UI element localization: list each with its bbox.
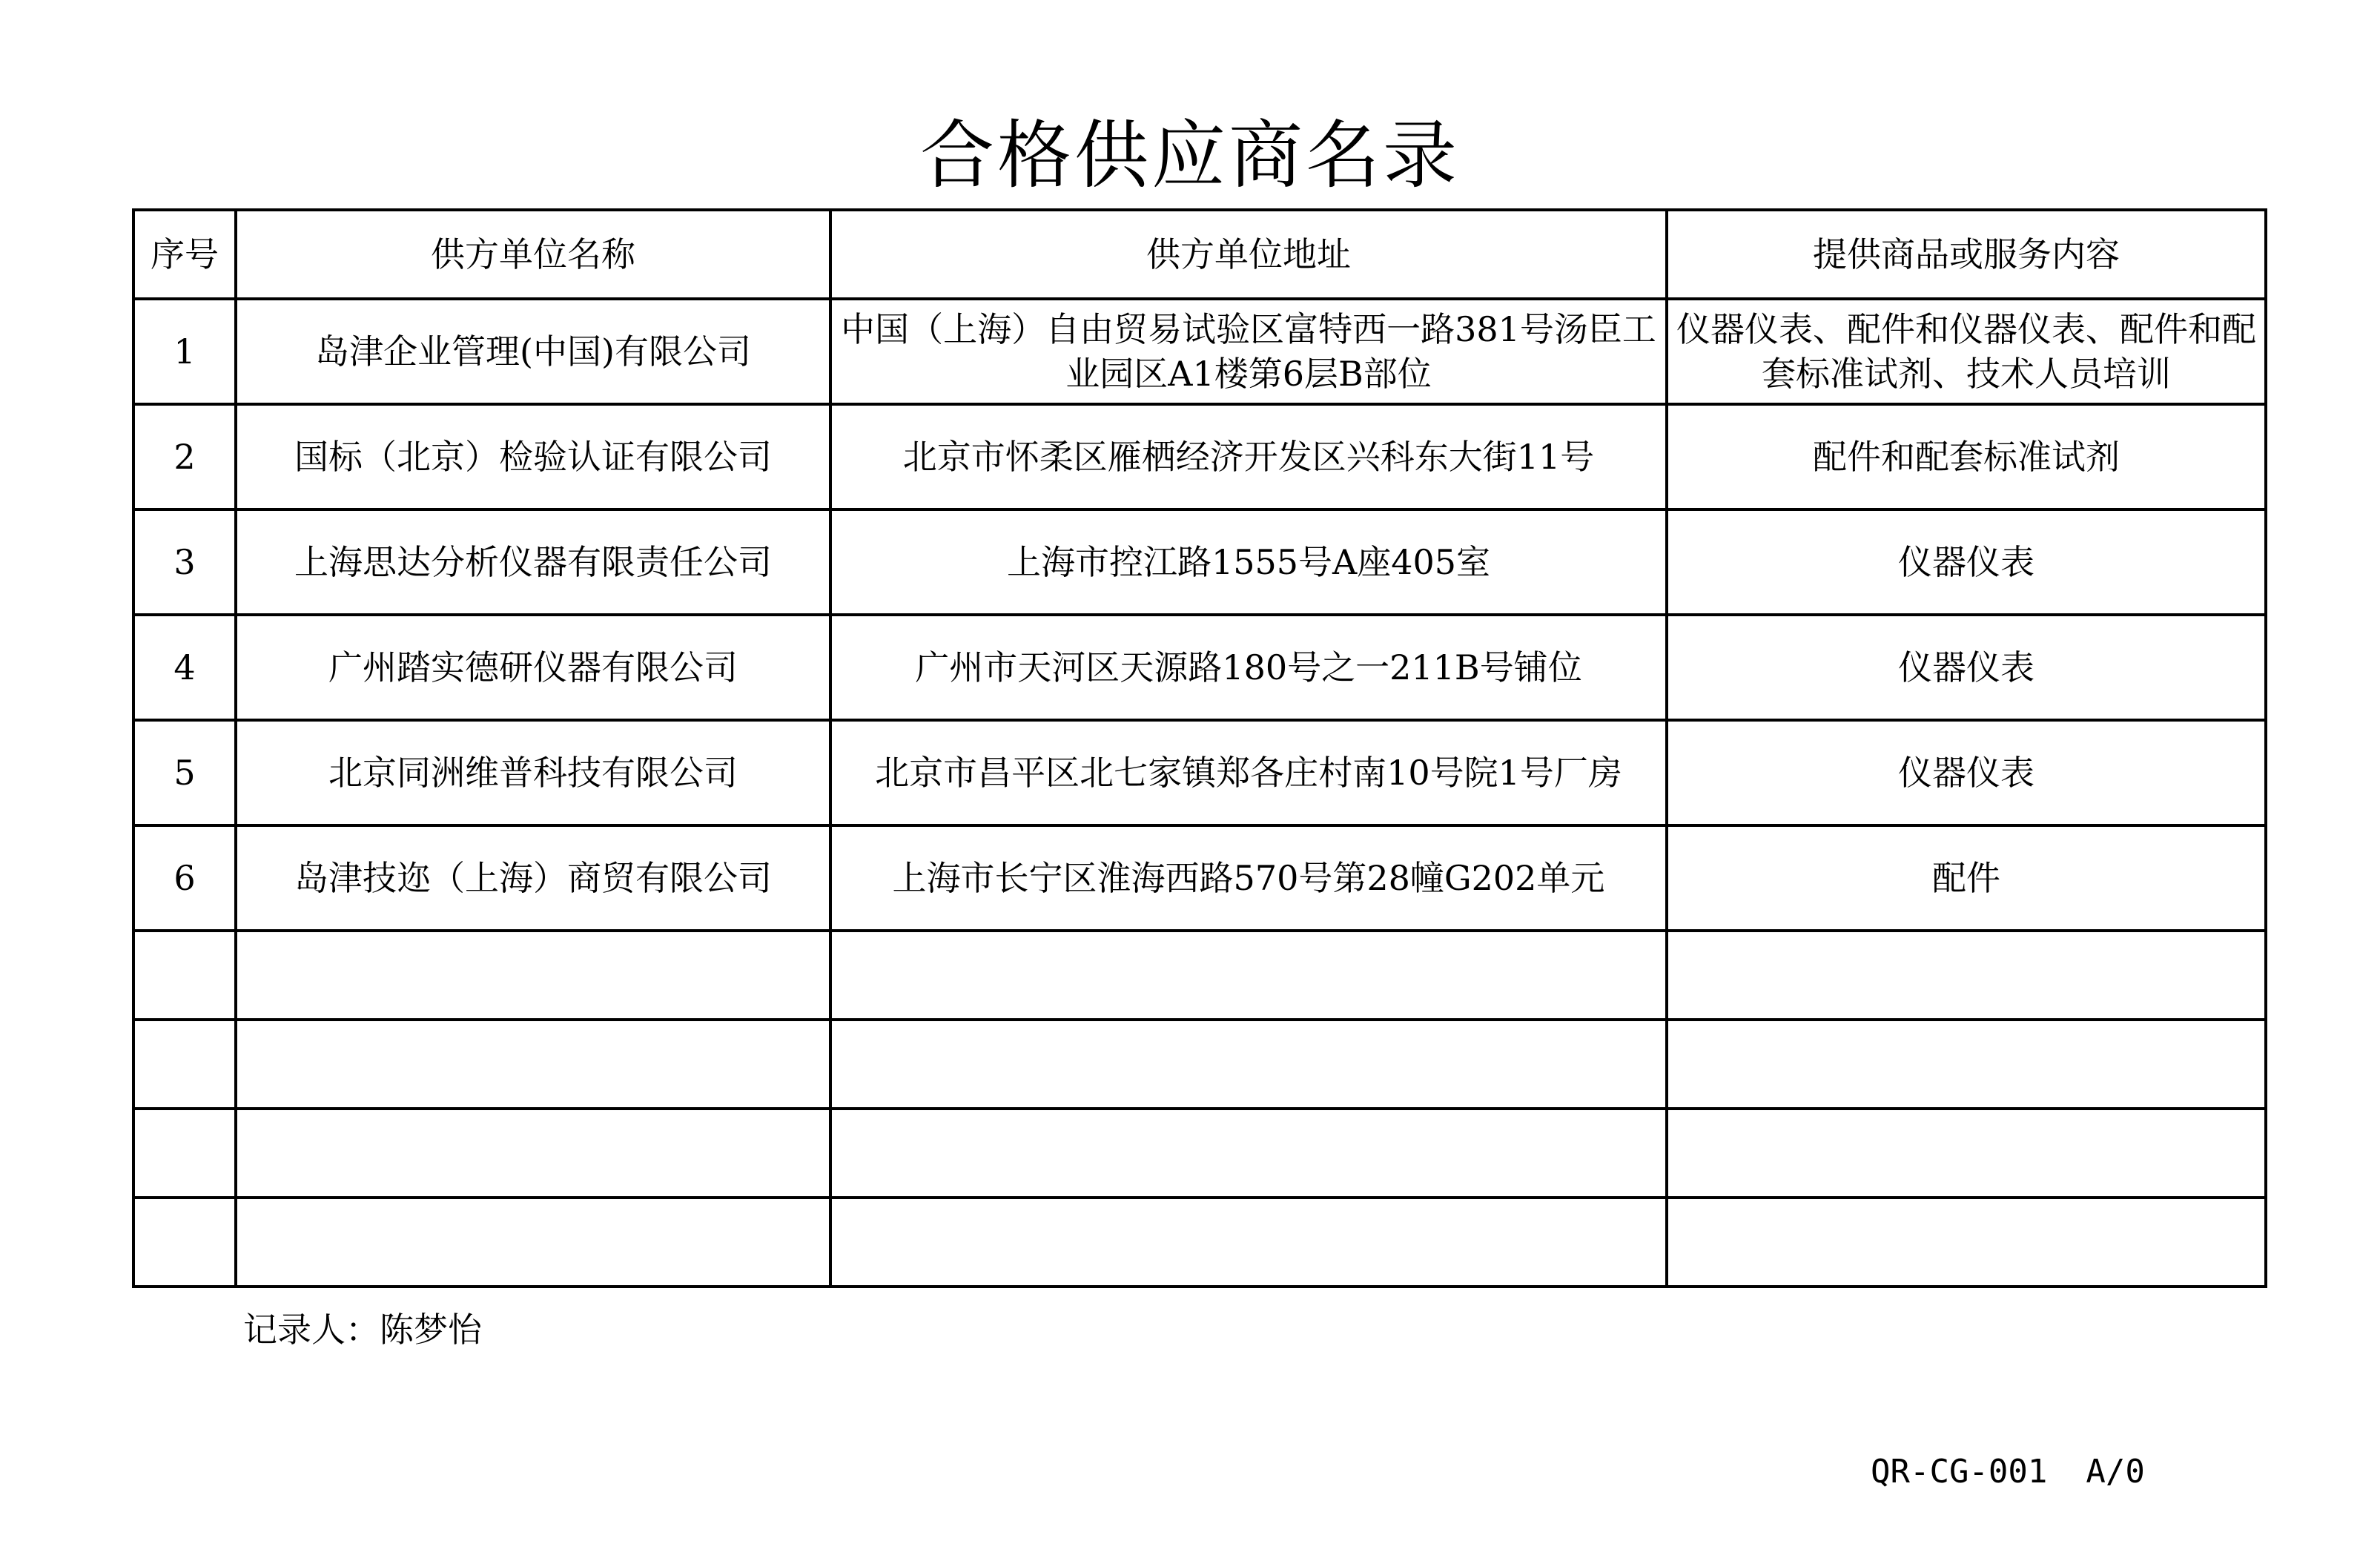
cell-name: 岛津技迩（上海）商贸有限公司 xyxy=(236,825,830,931)
cell-seq: 4 xyxy=(133,615,236,720)
empty-cell xyxy=(1667,1109,2266,1198)
document-revision: A/0 xyxy=(2086,1453,2145,1491)
table-row xyxy=(133,720,2266,825)
empty-cell xyxy=(1667,1020,2266,1109)
empty-cell xyxy=(830,931,1667,1020)
cell-address: 中国（上海）自由贸易试验区富特西一路381号汤臣工业园区A1楼第6层B部位 xyxy=(830,299,1667,404)
cell-name: 上海思达分析仪器有限责任公司 xyxy=(236,509,830,615)
cell-seq: 5 xyxy=(133,720,236,825)
cell-address: 上海市控江路1555号A座405室 xyxy=(830,509,1667,615)
empty-table-row xyxy=(133,1020,2266,1109)
cell-name: 北京同洲维普科技有限公司 xyxy=(236,720,830,825)
empty-cell xyxy=(133,1198,236,1287)
table-row xyxy=(133,509,2266,615)
empty-table-row xyxy=(133,931,2266,1020)
cell-seq: 1 xyxy=(133,299,236,404)
cell-service: 仪器仪表 xyxy=(1667,615,2266,720)
empty-cell xyxy=(236,1020,830,1109)
cell-seq: 2 xyxy=(133,404,236,509)
empty-cell xyxy=(133,1109,236,1198)
supplier-table xyxy=(132,208,2267,1288)
header-address: 供方单位地址 xyxy=(830,210,1667,299)
empty-cell xyxy=(236,1198,830,1287)
table-header-row xyxy=(133,210,2266,299)
empty-cell xyxy=(133,1020,236,1109)
cell-name: 岛津企业管理(中国)有限公司 xyxy=(236,299,830,404)
header-seq: 序号 xyxy=(133,210,236,299)
cell-service: 配件和配套标准试剂 xyxy=(1667,404,2266,509)
cell-service: 仪器仪表 xyxy=(1667,720,2266,825)
cell-service: 配件 xyxy=(1667,825,2266,931)
empty-cell xyxy=(236,1109,830,1198)
empty-cell xyxy=(1667,931,2266,1020)
document-code: QR-CG-001 xyxy=(1870,1453,2048,1491)
empty-table-row xyxy=(133,1198,2266,1287)
header-name: 供方单位名称 xyxy=(236,210,830,299)
cell-name: 广州踏实德研仪器有限公司 xyxy=(236,615,830,720)
empty-cell xyxy=(133,931,236,1020)
table-row xyxy=(133,615,2266,720)
table-row xyxy=(133,825,2266,931)
cell-seq: 3 xyxy=(133,509,236,615)
empty-cell xyxy=(830,1020,1667,1109)
cell-address: 上海市长宁区淮海西路570号第28幢G202单元 xyxy=(830,825,1667,931)
table-row xyxy=(133,404,2266,509)
empty-table-row xyxy=(133,1109,2266,1198)
table-row xyxy=(133,299,2266,404)
cell-seq: 6 xyxy=(133,825,236,931)
cell-name: 国标（北京）检验认证有限公司 xyxy=(236,404,830,509)
cell-service: 仪器仪表、配件和仪器仪表、配件和配套标准试剂、技术人员培训 xyxy=(1667,299,2266,404)
recorder-name: 陈梦怡 xyxy=(380,1310,482,1350)
cell-address: 北京市昌平区北七家镇郑各庄村南10号院1号厂房 xyxy=(830,720,1667,825)
header-service: 提供商品或服务内容 xyxy=(1667,210,2266,299)
cell-address: 广州市天河区天源路180号之一211B号铺位 xyxy=(830,615,1667,720)
cell-address: 北京市怀柔区雁栖经济开发区兴科东大街11号 xyxy=(830,404,1667,509)
empty-cell xyxy=(830,1109,1667,1198)
recorder-line xyxy=(243,1304,482,1356)
cell-service: 仪器仪表 xyxy=(1667,509,2266,615)
document-code-line xyxy=(1831,1394,2145,1498)
document-title: 合格供应商名录 xyxy=(920,112,1460,199)
empty-cell xyxy=(1667,1198,2266,1287)
empty-cell xyxy=(830,1198,1667,1287)
empty-cell xyxy=(236,931,830,1020)
recorder-label: 记录人： xyxy=(243,1310,380,1350)
